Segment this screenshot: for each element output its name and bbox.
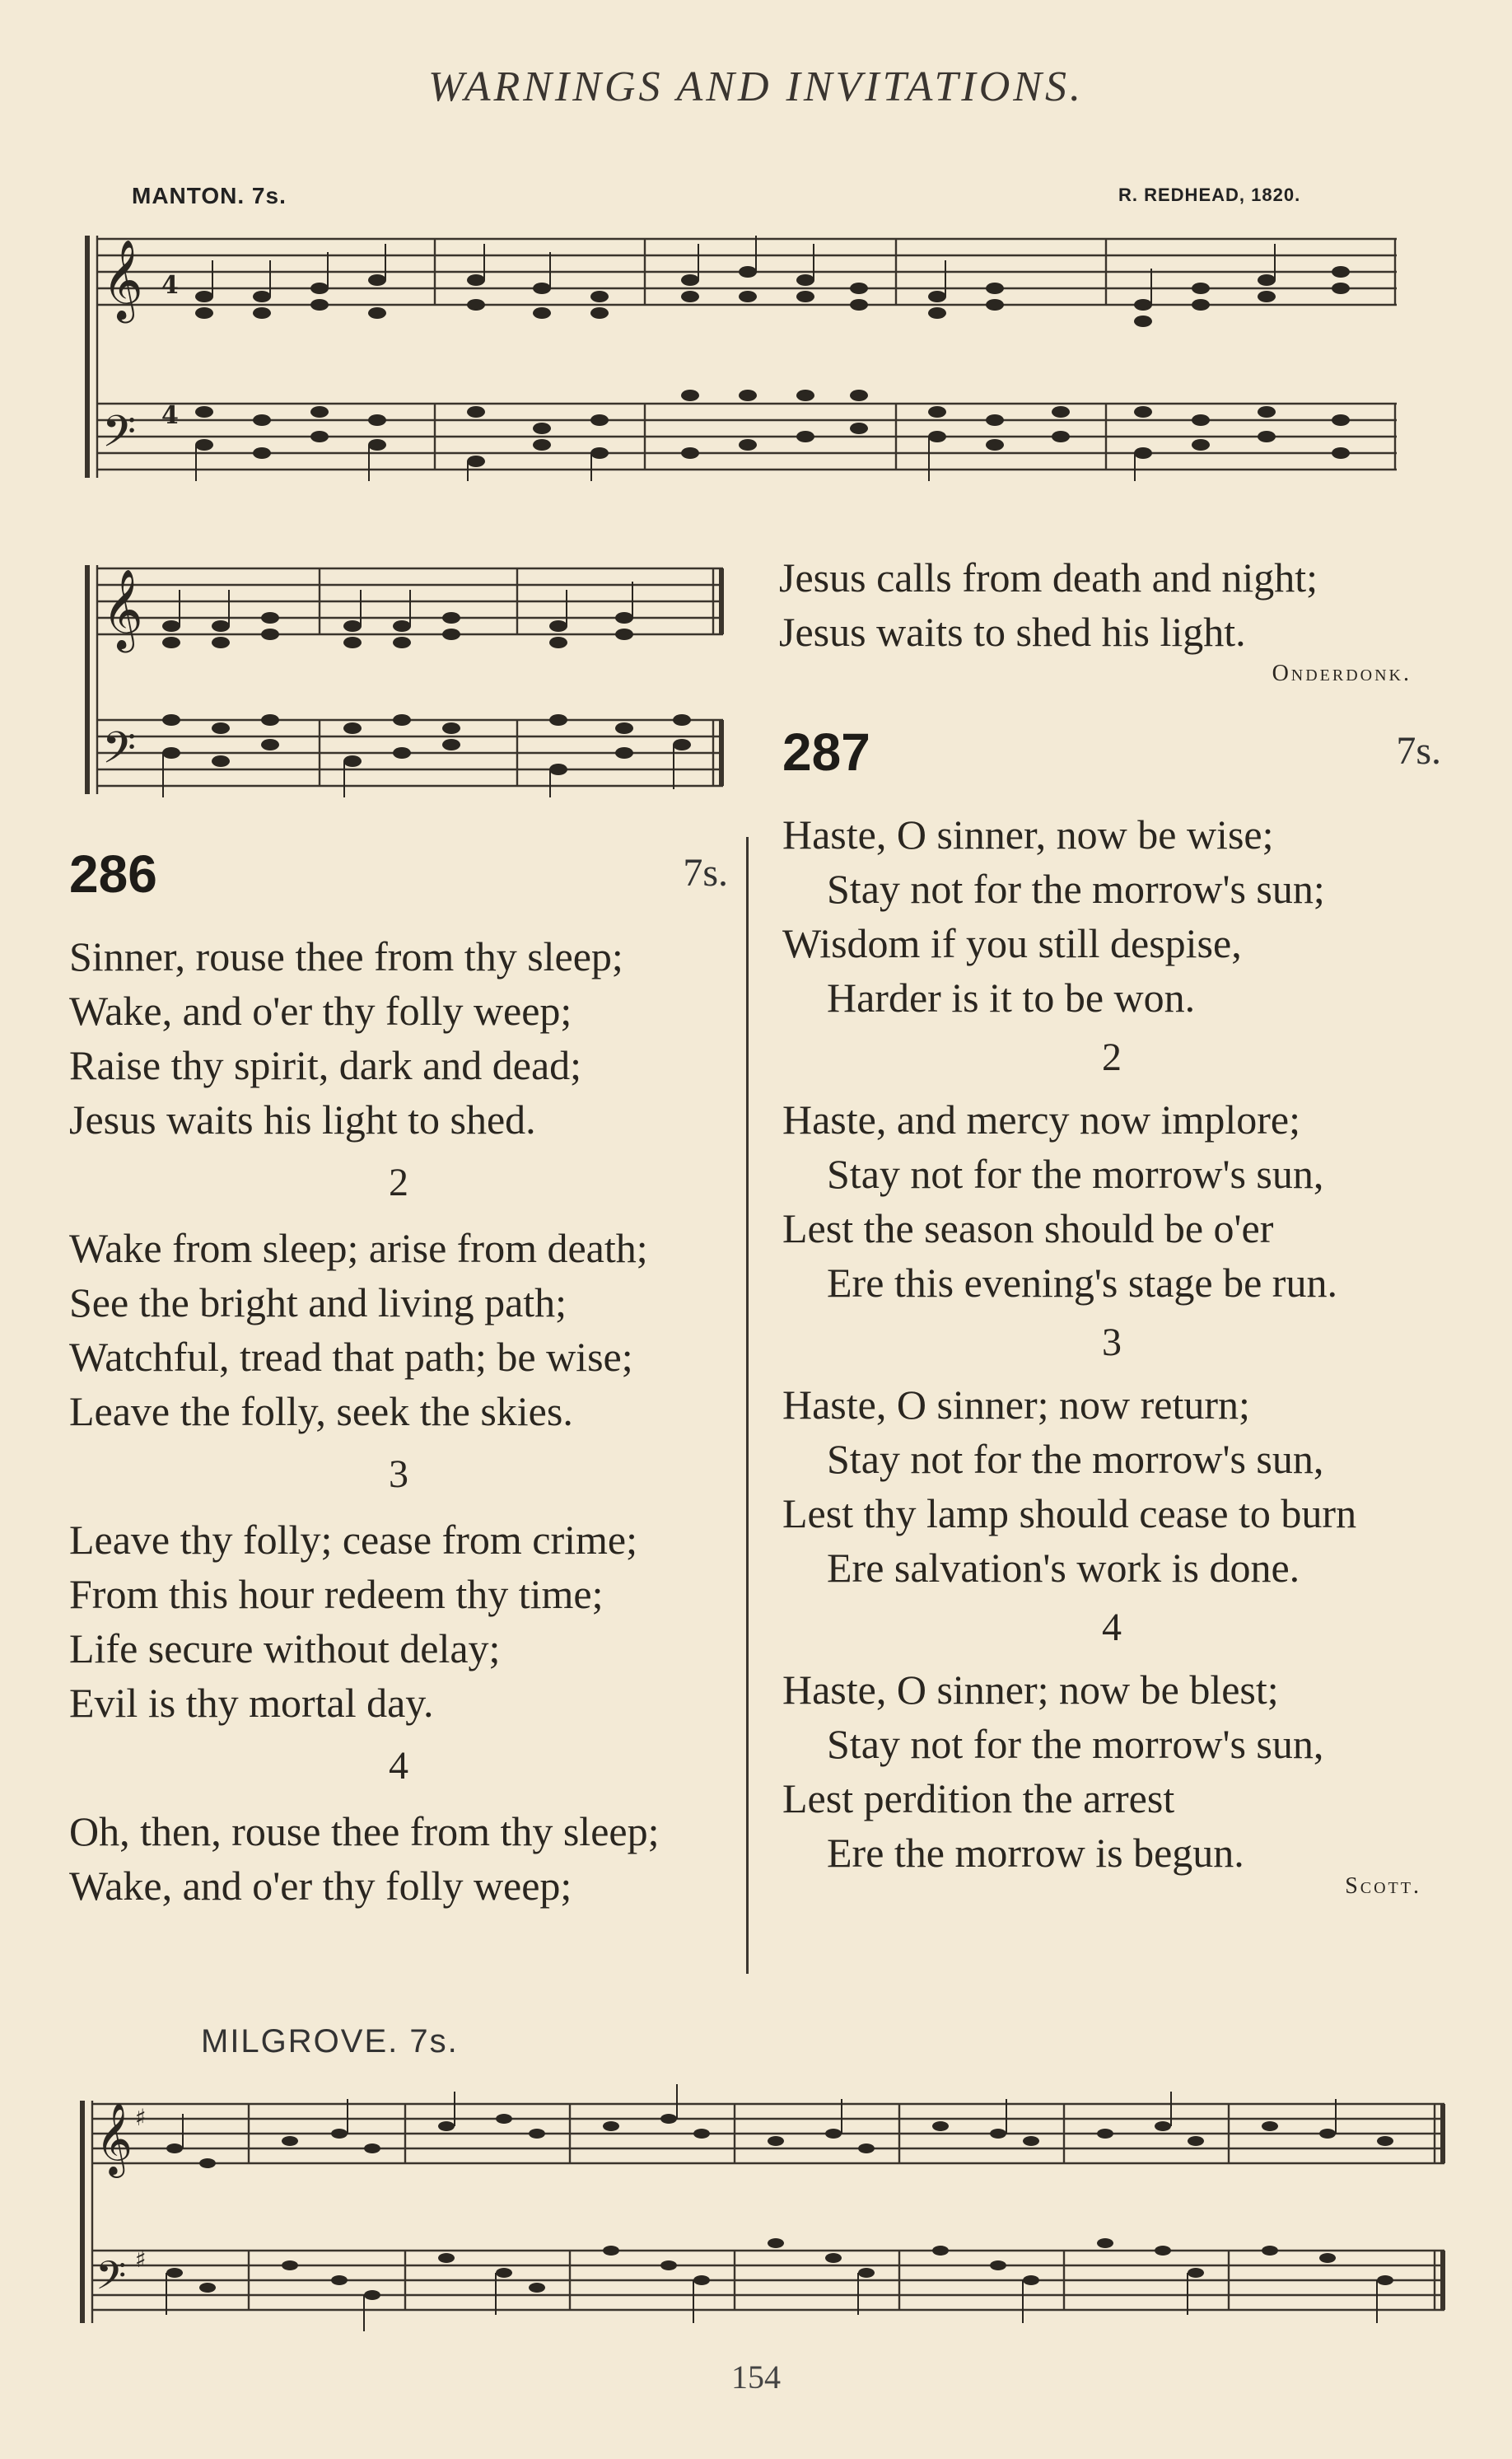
stanza-1 <box>69 929 728 1147</box>
verse-line: Ere the morrow is begun. <box>827 1830 1244 1876</box>
hymn-286-continued <box>779 550 1438 687</box>
verse-line: Leave the folly, seek the skies. <box>69 1388 573 1434</box>
hymn-meter: 7s. <box>1396 729 1441 773</box>
hymn-number: 286 <box>69 844 157 904</box>
verse-line: Ere salvation's work is done. <box>827 1545 1300 1591</box>
hymn-286 <box>69 844 728 1913</box>
verse-line: Raise thy spirit, dark and dead; <box>69 1042 582 1088</box>
stanza-1 <box>782 807 1441 1025</box>
svg-text:4: 4 <box>161 271 179 300</box>
column-divider <box>746 837 749 1974</box>
stanza-number: 2 <box>389 1161 408 1204</box>
verse-line: Haste, O sinner; now return; <box>782 1381 1250 1428</box>
stanza-2 <box>782 1092 1441 1310</box>
verse-line: Stay not for the morrow's sun; <box>827 866 1325 912</box>
hymn-author: Scott. <box>1345 1873 1421 1899</box>
verse-line: Stay not for the morrow's sun, <box>827 1436 1324 1482</box>
svg-text:𝄞: 𝄞 <box>96 2101 133 2175</box>
verse-line: Lest perdition the arrest <box>782 1775 1175 1821</box>
stanza-4 <box>782 1662 1441 1880</box>
verse-line: Wake, and o'er thy folly weep; <box>69 988 572 1034</box>
verse-line: Haste, O sinner; now be blest; <box>782 1667 1279 1713</box>
stanza-2 <box>69 1221 728 1438</box>
tune-composer-manton: R. REDHEAD, 1820. <box>1118 185 1301 205</box>
hymn-number: 287 <box>782 722 870 782</box>
svg-text:♯: ♯ <box>135 2246 147 2273</box>
music-score-manton-1 <box>81 221 1400 484</box>
verse-line: From this hour redeem thy time; <box>69 1571 604 1617</box>
stanza-number: 4 <box>389 1744 408 1788</box>
tune-name-manton: MANTON. 7s. <box>132 183 287 208</box>
svg-text:𝄞: 𝄞 <box>102 568 143 649</box>
verse-line: Wisdom if you still despise, <box>782 920 1242 966</box>
stanza-number: 2 <box>1102 1035 1122 1079</box>
stanza-3 <box>782 1377 1441 1595</box>
running-title: WARNINGS AND INVITATIONS. <box>428 63 1084 110</box>
stanza-3 <box>69 1512 728 1730</box>
verse-line: Sinner, rouse thee from thy sleep; <box>69 933 623 979</box>
verse-line: See the bright and living path; <box>69 1279 567 1325</box>
verse-line: Jesus waits his light to shed. <box>69 1096 536 1143</box>
verse-line: Oh, then, rouse thee from thy sleep; <box>69 1808 660 1854</box>
svg-text:4: 4 <box>161 401 179 430</box>
verse-line: Haste, and mercy now implore; <box>782 1096 1300 1143</box>
verse-line: Life secure without delay; <box>69 1625 501 1671</box>
music-score-manton-2 <box>81 550 731 814</box>
svg-text:♯: ♯ <box>135 2104 147 2131</box>
verse-line: Jesus waits to shed his light. <box>779 609 1246 655</box>
stanza-4 <box>69 1804 728 1913</box>
hymn-author: Onderdonk. <box>1272 661 1412 686</box>
page-number: 154 <box>731 2358 781 2396</box>
verse-line: Harder is it to be won. <box>827 975 1196 1021</box>
verse-line: Wake from sleep; arise from death; <box>69 1225 648 1271</box>
verse-line: Ere this evening's stage be run. <box>827 1260 1337 1306</box>
svg-text:𝄢: 𝄢 <box>102 723 137 784</box>
svg-text:𝄢: 𝄢 <box>102 407 137 468</box>
verse-line: Wake, and o'er thy folly weep; <box>69 1863 572 1909</box>
verse-line: Lest the season should be o'er <box>782 1205 1274 1251</box>
verse-line: Leave thy folly; cease from crime; <box>69 1517 637 1563</box>
hymn-meter: 7s. <box>683 851 728 895</box>
music-score-milgrove <box>76 2076 1448 2348</box>
verse-line: Evil is thy mortal day. <box>69 1680 434 1726</box>
verse-line: Haste, O sinner, now be wise; <box>782 811 1274 858</box>
verse-line: Lest thy lamp should cease to burn <box>782 1490 1357 1536</box>
hymn-287 <box>782 722 1441 1900</box>
stanza-number: 3 <box>389 1452 408 1496</box>
stanza-number: 4 <box>1102 1606 1122 1649</box>
stanza-number: 3 <box>1102 1321 1122 1364</box>
verse-line: Jesus calls from death and night; <box>779 554 1318 601</box>
tune-name-milgrove: MILGROVE. 7s. <box>201 2023 459 2059</box>
svg-text:𝄢: 𝄢 <box>96 2252 127 2308</box>
verse-line: Stay not for the morrow's sun, <box>827 1151 1324 1197</box>
verse-line: Watchful, tread that path; be wise; <box>69 1334 633 1380</box>
verse-line: Stay not for the morrow's sun, <box>827 1721 1324 1767</box>
svg-text:𝄞: 𝄞 <box>102 239 143 320</box>
